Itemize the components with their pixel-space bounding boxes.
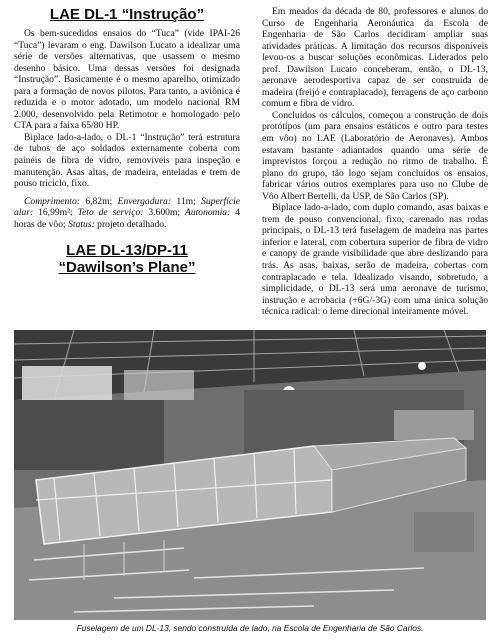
spec-value-wing-area: 16,99m²; — [38, 207, 73, 219]
spec-label-span: Envergadura: — [117, 195, 172, 207]
spec-value-endurance: 4 horas de vôo; — [14, 207, 240, 230]
section-title-dl1: LAE DL-1 “Instrução” — [49, 6, 205, 23]
paragraph-dl13-3: Biplace lado-a-lado, com duplo comando, asas baixas e trem de pouso convencional, fixo, carenado nas rodas principais, o DL-13 terá fuselagem de madeira nas partes inferior e lateral, com cobertura superior de fibra de vidro e canopy de grande visibilidade que abre deslizando para trás. As asas, baixas, serão de madeira, cobertas com contraplacado e tela. Idealizado visando, sobretudo, a simplicidade, o DL-13 será uma aeronave de turismo, instrução e acrobacia (+6G/-3G) com uma única solução técnica radical: o leme direcional inteiramente móvel. — [262, 202, 488, 318]
paragraph-dl1-2: Biplace lado-a-lado, o DL-1 “Instrução” terá estrutura de tubos de aço soldados externamente coberta com painéis de fibra de vidro, removíveis para inspeção e manutenção. Asas altas, de madeira, enteladas e trem de pouso triciclo, fixo. — [14, 131, 240, 190]
spec-label-wing-area: Superfície alar: — [14, 195, 241, 219]
spec-label-length: Comprimento: — [24, 195, 80, 207]
fuselage-photo-illustration — [14, 330, 486, 620]
spec-value-ceiling: 3.600m; — [148, 207, 181, 219]
spec-label-status: Status: — [68, 218, 95, 230]
paragraph-dl1-1: Os bem-sucedidos ensaios do “Tuca” (vide IPAI-26 “Tuca”) levaram o eng. Dawilson Lucato a idealizar uma série de versões alternativas, que usassem o mesmo desenho básico. Uma dessas versões foi designada “Instrução”. Basicamente é o mesmo aparelho, otimizado para a formação de novos pilotos. Para tanto, a aviônica é reduzida e o motor adotado, um modelo nacional RM 2.000, desenvolvido pela Retimotor e homologado pelo CTA para a faixa 65/80 HP. — [14, 28, 240, 132]
right-column — [262, 6, 488, 318]
section-title-dl13-line1: LAE DL-13/DP-11 — [66, 242, 188, 260]
section-title-dl13 — [14, 242, 240, 276]
photo-caption: Fuselagem de um DL-13, sendo construída de lado, na Escola de Engenharia de São Carlos. — [76, 623, 424, 633]
spec-label-endurance: Autonomia: — [184, 207, 231, 219]
spec-label-ceiling: Teto de serviço: — [77, 207, 144, 219]
section-title-dl13-line2: “Dawilson’s Plane” — [58, 259, 196, 277]
spec-value-length: 6,82m; — [85, 195, 113, 207]
paragraph-dl13-1: Em meados da década de 80, professores e alunos do Curso de Engenharia Aeronáutica da Escola de Engenharia de São Carlos decidiram ampliar suas atividades práticas. A limitação dos recursos disponíveis levou-os a buscar soluções econômicas. Liderados pelo prof. Dawilson Lucato conceberam, então, o DL-13, aeronave aerodesportiva capaz de ser construída de madeira (freijó e contraplacado), ferragens de aço carbono comum e fibra de vidro. — [262, 6, 488, 110]
paragraph-dl13-2: Concluídos os cálculos, começou a construção de dois protótipos (um para ensaios estáticos e outro para testes em vôo) no LAE (Laboratório de Aeronaves). Ambos estavam bastante adiantados quando uma série de imprevistos forçou a redução no ritmo de trabalho. É plano do grupo, tão logo sejam concluídos os ensaios, fabricar vários outros exemplares para uso no Clube de Vôo Albert Bertelli, da USP, de São Carlos (SP). — [262, 109, 488, 202]
spec-value-status: projeto detalhado. — [97, 218, 167, 230]
spec-value-span: 11m; — [176, 195, 196, 207]
left-column — [14, 6, 240, 281]
workshop-photo — [14, 330, 486, 620]
specs-paragraph — [14, 196, 240, 231]
